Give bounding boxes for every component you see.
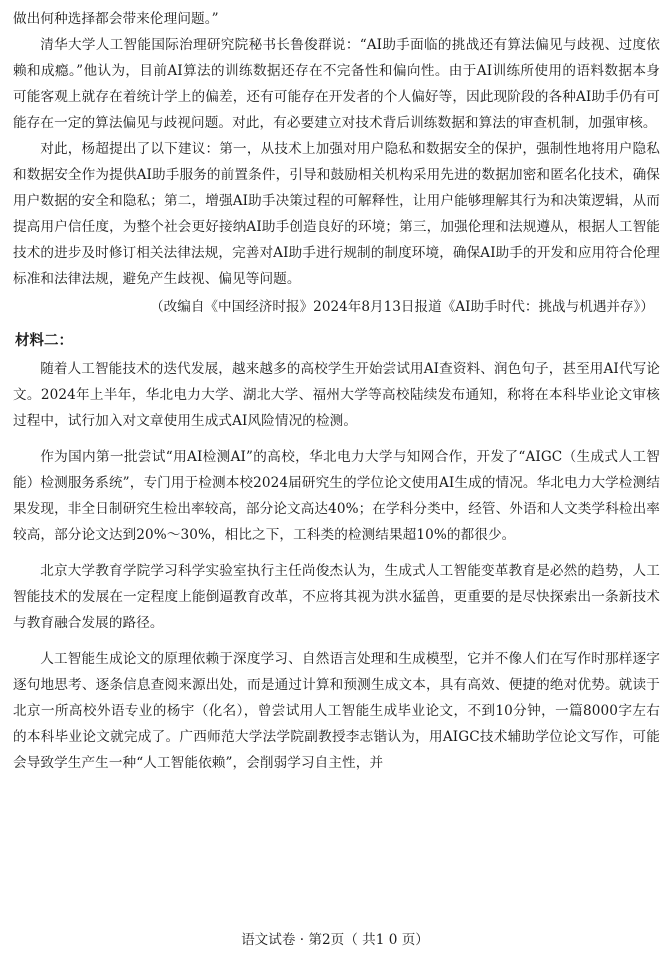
source-citation: （改编自《中国经济时报》2024年8月13日报道《AI助手时代：挑战与机遇并存》） xyxy=(150,299,654,315)
page-footer: 语文试卷 · 第2页（ 共1 0 页） xyxy=(241,932,429,948)
paragraph-continuation: 做出何种选择都会带来伦理问题。” xyxy=(13,11,219,27)
paragraph-aigc-detection: 作为国内第一批尝试“用AI检测AI”的高校，华北电力大学与知网合作，开发了“AIGC（生成式人工智能）检测服务系统”，专门用于检测本校2024届研究生的学位论文使用AI生成的情况。华北电力大学检测结果发现，非全日制研究生检出率较高，部分论文高达40%；在学科分类中，经管、外语和人文类学科检出率较高，部分论文达到20%～30%，相比之下，工科类的检测结果超10%的都很少。 xyxy=(13,449,660,543)
paragraph-ai-generated-papers: 人工智能生成论文的原理依赖于深度学习、自然语言处理和生成模型，它并不像人们在写作时那样逐字逐句地思考、逐条信息查阅来源出处，而是通过计算和预测生成文本，具有高效、便捷的绝对优势。就读于北京一所高校外语专业的杨宇（化名），曾尝试用人工智能生成毕业论文，不到10分钟，一篇8000字左右的本科毕业论文就完成了。广西师范大学法学院副教授李志锴认为，用AIGC技术辅助学位论文写作，可能会导致学生产生一种“人工智能依赖”，会削弱学习自主性，并 xyxy=(13,651,660,771)
paragraph-lu-junqun: 清华大学人工智能国际治理研究院秘书长鲁俊群说：“AI助手面临的挑战还有算法偏见与歧视、过度依赖和成瘾。”他认为，目前AI算法的训练数据还存在不完备性和偏向性。由于AI训练所使用的语料数据本身可能客观上就存在着统计学上的偏差，还有可能存在开发者的个人偏好等，因此现阶段的各种AI助手仍有可能存在一定的算法偏见与歧视问题。对此，有必要建立对技术背后训练数据和算法的审查机制，加强审核。 xyxy=(13,37,660,131)
paragraph-ai-in-universities: 随着人工智能技术的迭代发展，越来越多的高校学生开始尝试用AI查资料、润色句子，甚至用AI代写论文。2024年上半年，华北电力大学、湖北大学、福州大学等高校陆续发布通知，称将在本科毕业论文审核过程中，试行加入对文章使用生成式AI风险情况的检测。 xyxy=(13,361,660,429)
paragraph-yang-chao-suggestions: 对此，杨超提出了以下建议：第一，从技术上加强对用户隐私和数据安全的保护，强制性地将用户隐私和数据安全作为提供AI助手服务的前置条件，引导和鼓励相关机构采用先进的数据加密和匿名化技术，确保用户数据的安全和隐私；第二，增强AI助手决策过程的可解释性，让用户能够理解其行为和决策逻辑，从而提高用户信任度，为整个社会更好接纳AI助手创造良好的环境；第三，加强伦理和法规遵从，根据人工智能技术的进步及时修订相关法律法规，完善对AI助手进行规制的制度环境，确保AI助手的开发和应用符合伦理标准和法律法规，避免产生歧视、偏见等问题。 xyxy=(13,141,660,287)
paragraph-shang-junjie: 北京大学教育学院学习科学实验室执行主任尚俊杰认为，生成式人工智能变革教育是必然的趋势，人工智能技术的发展在一定程度上能倒逼教育改革，不应将其视为洪水猛兽，更重要的是尽快探索出一条新技术与教育融合发展的路径。 xyxy=(13,563,660,631)
section-heading-material-2: 材料二： xyxy=(15,333,73,349)
document-page xyxy=(13,6,660,776)
